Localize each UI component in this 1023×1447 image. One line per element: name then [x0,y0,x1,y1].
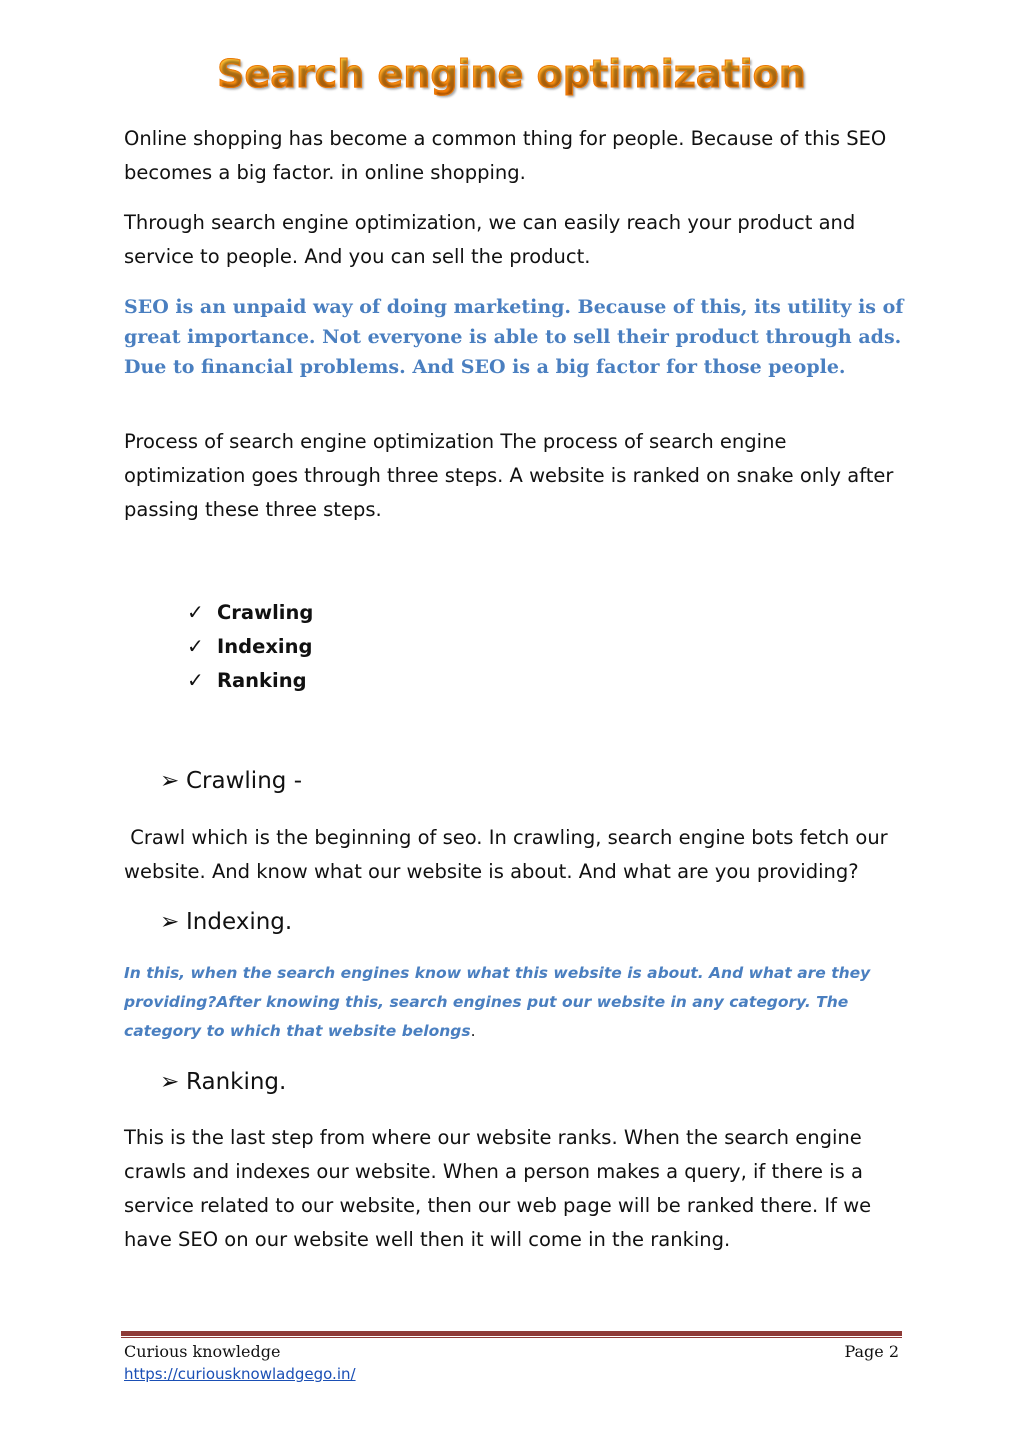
arrow-bullet-icon: ➢ [160,909,180,935]
page-number: Page 2 [844,1342,899,1361]
footer-divider [121,1331,902,1336]
checklist-label: Crawling [217,600,314,624]
process-paragraph: Process of search engine optimization The process of search engine optimization goes through three steps. A website is ranked on snake only after passing these three steps. [124,430,894,521]
checklist-item [187,595,313,629]
indexing-paragraph [124,959,904,1046]
arrow-bullet-icon: ➢ [160,1069,180,1095]
checklist-item [187,663,313,697]
seo-unpaid-paragraph: SEO is an unpaid way of doing marketing. Because of this, its utility is of great importance. Not everyone is able to sell their product through ads. Due to financial problems. And SEO is a big factor for those people. [124,296,904,378]
steps-checklist [187,595,313,697]
check-icon: ✓ [187,668,204,692]
page-title: Search engine optimization [0,52,1023,96]
intro-paragraph-2: Through search engine optimization, we can easily reach your product and service to people. And you can sell the product. [124,211,856,268]
checklist-label: Ranking [217,668,307,692]
arrow-bullet-icon: ➢ [160,768,180,794]
check-icon: ✓ [187,634,204,658]
ranking-heading [160,1069,286,1095]
indexing-trailing-period: . [470,1022,476,1040]
checklist-item [187,629,313,663]
check-icon: ✓ [187,600,204,624]
footer-site-name: Curious knowledge [124,1342,281,1361]
footer-url-link[interactable]: https://curiousknowladgego.in/ [124,1365,356,1383]
crawling-heading-text: Crawling - [186,768,302,794]
checklist-label: Indexing [217,634,313,658]
ranking-heading-text: Ranking. [186,1069,287,1095]
indexing-heading [160,909,292,935]
crawling-heading [160,768,302,794]
footer-divider-thin [121,1337,902,1338]
ranking-paragraph: This is the last step from where our website ranks. When the search engine crawls and indexes our website. When a person makes a query, if there is a service related to our website, then our web page will be ranked there. If we have SEO on our website well then it will come in the ranking. [124,1126,872,1251]
indexing-paragraph-text: In this, when the search engines know what this website is about. And what are they providing?After knowing this, search engines put our website in any category. The category to which that website belongs [124,964,871,1040]
intro-paragraph-1: Online shopping has become a common thing for people. Because of this SEO becomes a big factor. in online shopping. [124,127,887,184]
indexing-heading-text: Indexing. [186,909,293,935]
crawling-paragraph: Crawl which is the beginning of seo. In crawling, search engine bots fetch our website. And know what our website is about. And what are you providing? [124,826,894,883]
